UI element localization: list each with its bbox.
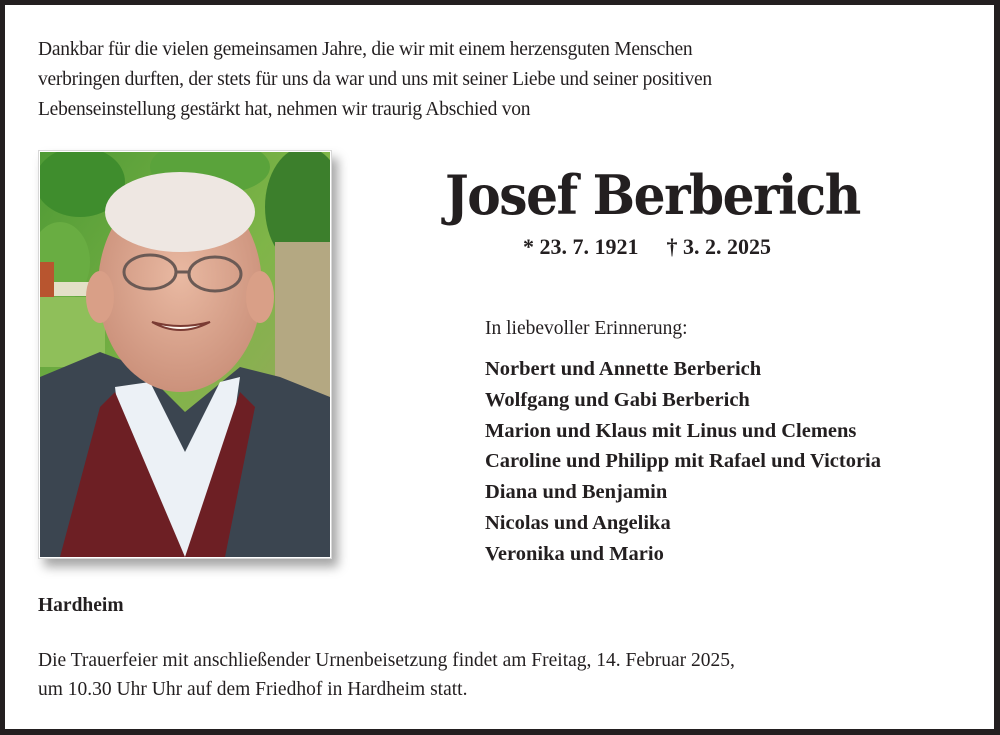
birth-date: * 23. 7. 1921: [523, 234, 639, 259]
portrait-photo: [38, 150, 332, 559]
mourners-list: [485, 354, 881, 570]
intro-line: Dankbar für die vielen gemeinsamen Jahre, die wir mit einem herzensguten Menschen: [38, 39, 693, 60]
obituary-card: [5, 5, 994, 729]
service-line: um 10.30 Uhr Uhr auf dem Friedhof in Hardheim statt.: [38, 679, 468, 700]
service-notice: [38, 646, 968, 704]
portrait-image: [40, 152, 330, 557]
service-line: Die Trauerfeier mit anschließender Urnenbeisetzung findet am Freitag, 14. Februar 2025,: [38, 650, 735, 671]
intro-line: Lebenseinstellung gestärkt hat, nehmen wir traurig Abschied von: [38, 99, 531, 120]
death-date: † 3. 2. 2025: [666, 234, 771, 259]
mourner-entry: Marion und Klaus mit Linus und Clemens: [485, 419, 857, 442]
mourner-entry: Caroline und Philipp mit Rafael und Victoria: [485, 450, 882, 473]
mourner-entry: Wolfgang und Gabi Berberich: [485, 388, 750, 411]
life-dates: [523, 233, 771, 261]
mourner-entry: Diana und Benjamin: [485, 481, 668, 504]
place-name: Hardheim: [38, 595, 124, 616]
intro-line: verbringen durften, der stets für uns da war und uns mit seiner Liebe und seiner positiven: [38, 69, 712, 90]
mourner-entry: Norbert und Annette Berberich: [485, 358, 762, 380]
deceased-name: Josef Berberich: [445, 163, 860, 227]
mourner-entry: Veronika und Mario: [485, 542, 664, 565]
memory-label: In liebevoller Erinnerung:: [485, 318, 688, 339]
mourner-entry: Nicolas und Angelika: [485, 511, 671, 534]
intro-text: [38, 35, 968, 125]
